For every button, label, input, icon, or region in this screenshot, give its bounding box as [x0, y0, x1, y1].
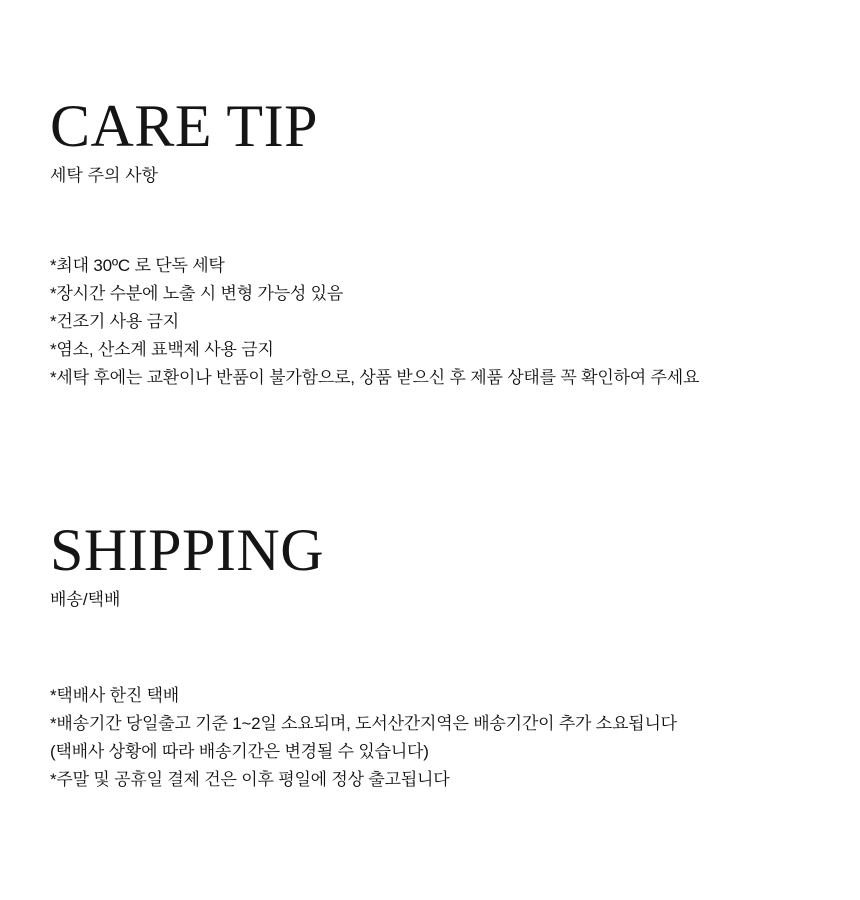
shipping-line: *주말 및 공휴일 결제 건은 이후 평일에 정상 출고됩니다: [50, 770, 450, 789]
shipping-line: *택배사 한진 택배: [50, 686, 180, 705]
shipping-line: (택배사 상황에 따라 배송기간은 변경될 수 있습니다): [50, 742, 429, 761]
care-tip-lines: [50, 252, 810, 392]
shipping-subtitle: 배송/택배: [50, 590, 121, 609]
care-tip-line: *염소, 산소계 표백제 사용 금지: [50, 340, 274, 359]
shipping-title: SHIPPING: [50, 517, 325, 583]
shipping-section: [50, 517, 810, 794]
care-tip-section: [50, 93, 810, 392]
shipping-line: *배송기간 당일출고 기준 1~2일 소요되며, 도서산간지역은 배송기간이 추가 소요됩니다: [50, 714, 677, 733]
care-tip-line: *장시간 수분에 노출 시 변형 가능성 있음: [50, 284, 344, 303]
care-tip-line: *건조기 사용 금지: [50, 312, 180, 331]
care-tip-title: CARE TIP: [50, 93, 318, 159]
care-tip-line: *세탁 후에는 교환이나 반품이 불가함으로, 상품 받으신 후 제품 상태를 꼭 확인하여 주세요: [50, 368, 700, 387]
shipping-lines: [50, 682, 810, 794]
care-tip-subtitle: 세탁 주의 사항: [50, 166, 158, 185]
care-tip-line: *최대 30ºC 로 단독 세탁: [50, 256, 225, 275]
